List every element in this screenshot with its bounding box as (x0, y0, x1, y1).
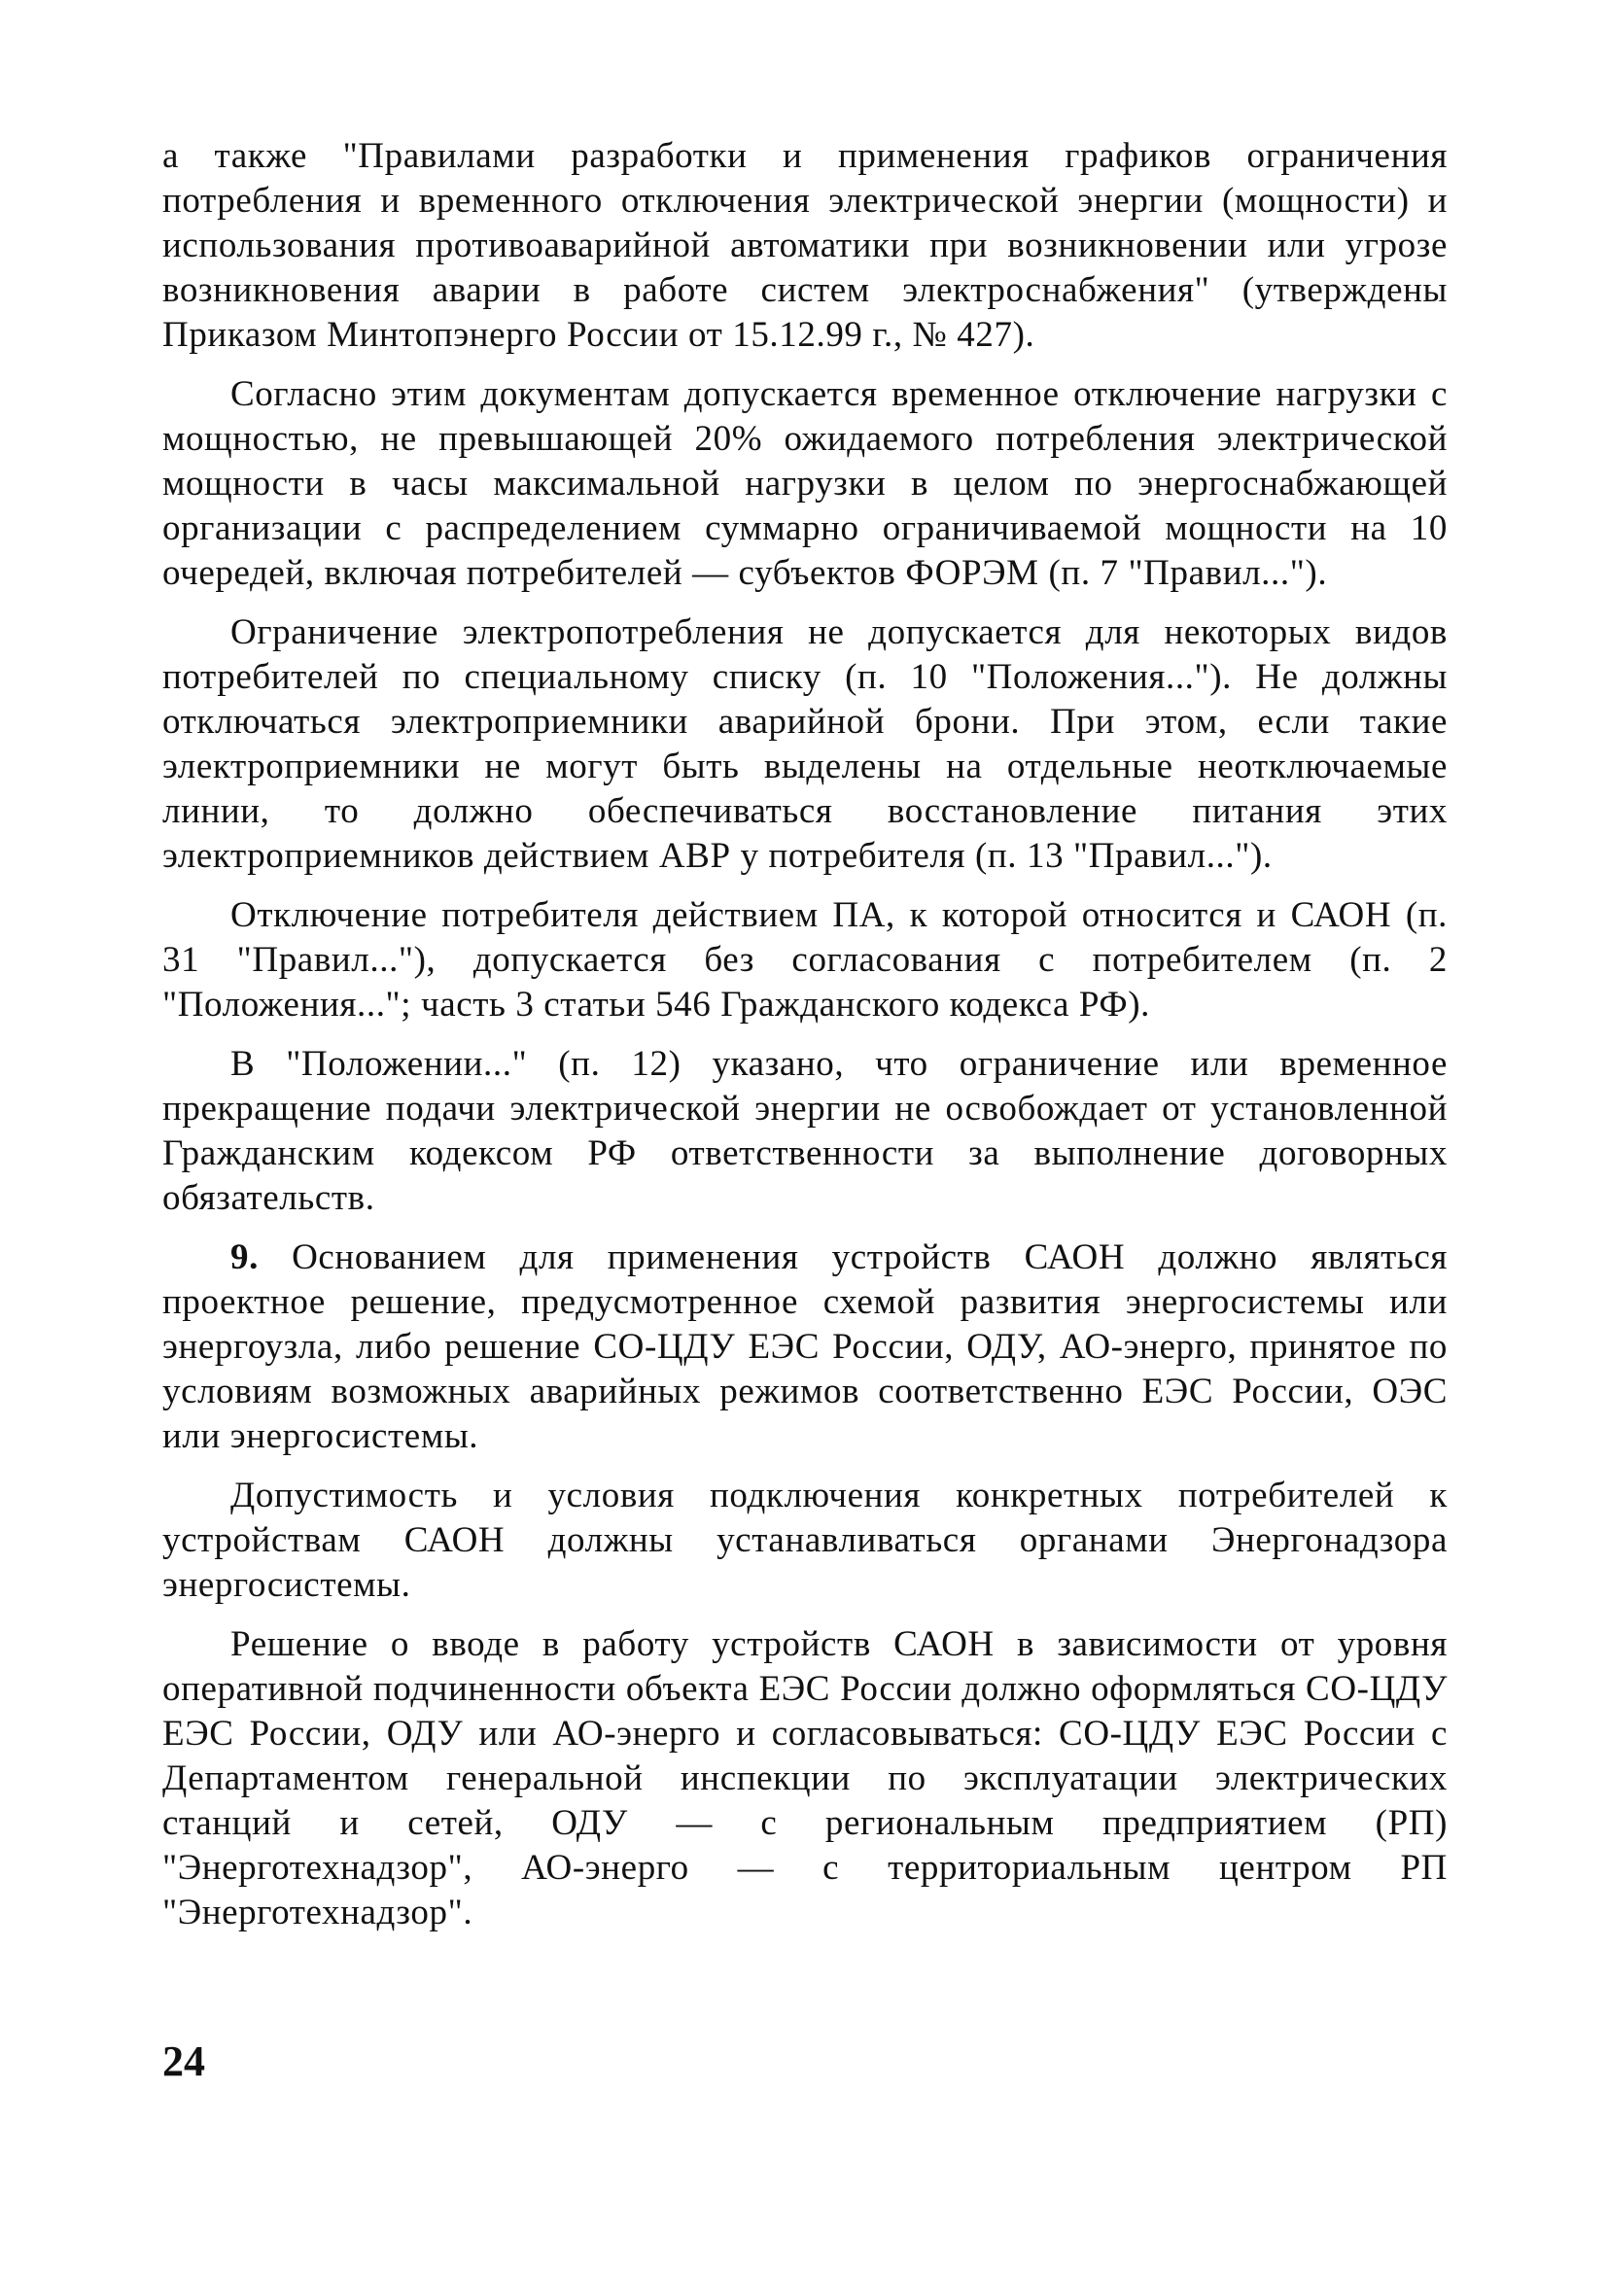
paragraph-continuation: а также "Правилами разработки и применения графиков ограничения потребления и временного отключения электрической энергии (мощности) и использования противоаварийной автоматики при возникновении или угрозе возникновения аварии в работе систем электроснабжения" (утверждены Приказом Минтопэнерго России от 15.12.99 г., № 427). (162, 136, 1448, 355)
item-9-text: Основанием для применения устройств САОН должно являться проектное решение, предусмотренное схемой развития энергосистемы или энергоузла, либо решение СО-ЦДУ ЕЭС России, ОДУ, АО-энерго, принятое по условиям возможных аварийных режимов соответственно ЕЭС России, ОЭС или энергосистемы. (162, 1237, 1448, 1456)
document-body (162, 134, 1448, 1950)
paragraph-permissibility: Допустимость и условия подключения конкретных потребителей к устройствам САОН должны устанавливаться органами Энергонадзора энергосистемы. (162, 1476, 1448, 1605)
item-number: 9. (230, 1237, 259, 1277)
page-number: 24 (162, 2037, 205, 2085)
paragraph-liability: В "Положении..." (п. 12) указано, что ограничение или временное прекращение подачи электрической энергии не освобождает от установленной Гражданским кодексом РФ ответственности за выполнение договорных обязательств. (162, 1044, 1448, 1218)
paragraph-restriction-exceptions: Ограничение электропотребления не допускается для некоторых видов потребителей по специальному списку (п. 10 "Положения..."). Не должны отключаться электроприемники аварийной брони. При этом, если такие электроприемники не могут быть выделены на отдельные неотключаемые линии, то должно обеспечиваться восстановление питания этих электроприемников действием АВР у потребителя (п. 13 "Правил..."). (162, 612, 1448, 876)
paragraph-commissioning-decision: Решение о вводе в работу устройств САОН в зависимости от уровня оперативной подчиненности объекта ЕЭС России должно оформляться СО-ЦДУ ЕЭС России, ОДУ или АО-энерго и согласовываться: СО-ЦДУ ЕЭС России с Департаментом генеральной инспекции по эксплуатации электрических станций и сетей, ОДУ — с региональным предприятием (РП) "Энерготехнадзор", АО-энерго — с территориальным центром РП "Энерготехнадзор". (162, 1624, 1448, 1932)
paragraph-pa-disconnection: Отключение потребителя действием ПА, к которой относится и САОН (п. 31 "Правил..."), допускается без согласования с потребителем (п. 2 "Положения..."; часть 3 статьи 546 Гражданского кодекса РФ). (162, 895, 1448, 1025)
paragraph-item-9 (162, 1235, 1448, 1459)
paragraph-load-shedding-limits: Согласно этим документам допускается временное отключение нагрузки с мощностью, не превышающей 20% ожидаемого потребления электрической мощности в часы максимальной нагрузки в целом по энергоснабжающей организации с распределением суммарно ограничиваемой мощности на 10 очередей, включая потребителей — субъектов ФОРЭМ (п. 7 "Правил..."). (162, 374, 1448, 593)
